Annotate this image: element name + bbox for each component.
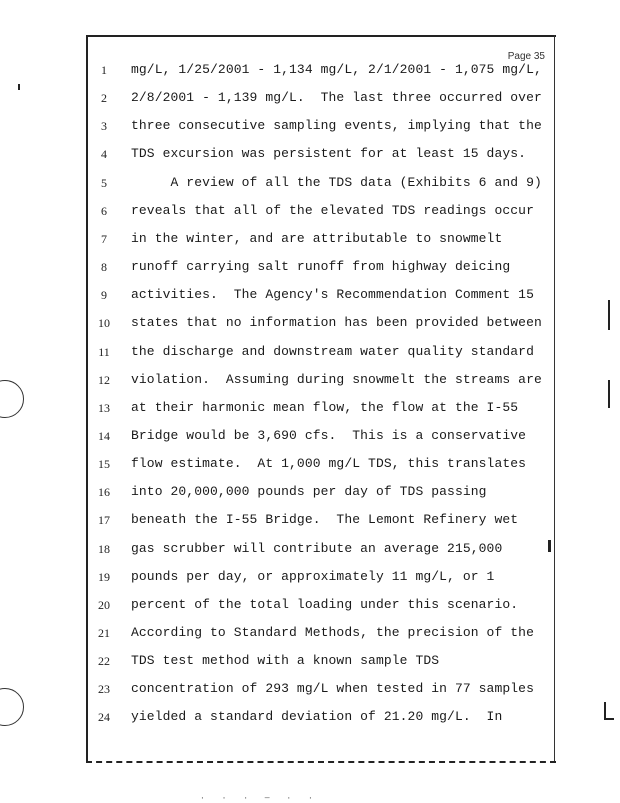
transcript-line: three consecutive sampling events, implying that the (131, 118, 542, 134)
binder-hole-icon (0, 380, 24, 418)
transcript-line: TDS excursion was persistent for at least 15 days. (131, 146, 527, 162)
transcript-line: percent of the total loading under this scenario. (131, 596, 519, 612)
line-number: 7 (101, 231, 107, 246)
line-number: 18 (98, 541, 110, 556)
scan-mark (608, 380, 610, 408)
transcript-line: the discharge and downstream water quality standard (131, 343, 534, 359)
line-number: 2 (101, 91, 107, 106)
line-number: 21 (98, 626, 110, 640)
transcript-line: mg/L, 1/25/2001 - 1,134 mg/L, 2/1/2001 - 1,075 mg/L, (131, 62, 542, 77)
transcript-line: TDS test method with a known sample TDS (131, 653, 440, 669)
transcript-line: at their harmonic mean flow, the flow at the I-55 (131, 399, 519, 415)
scan-speck (18, 84, 20, 90)
transcript-line: states that no information has been provided between (131, 315, 542, 331)
transcript-line: beneath the I-55 Bridge. The Lemont Refinery wet (131, 512, 519, 528)
line-number: 23 (98, 682, 110, 697)
line-number: 20 (98, 597, 110, 612)
transcript-line: Bridge would be 3,690 cfs. This is a conservative (131, 427, 527, 443)
line-number: 9 (101, 288, 107, 303)
line-number: 16 (98, 485, 110, 500)
line-number: 6 (101, 203, 107, 218)
line-number: 5 (101, 175, 107, 190)
line-number: 11 (98, 344, 110, 359)
transcript-line: yielded a standard deviation of 21.20 mg/L. In (131, 709, 503, 725)
page-frame-top (86, 35, 556, 37)
line-number: 1 (101, 63, 107, 77)
transcript-line: violation. Assuming during snowmelt the streams are (131, 371, 542, 387)
scan-footer-noise: · · · — · · (200, 794, 319, 803)
transcript-line: A review of all the TDS data (Exhibits 6 and 9) (131, 174, 542, 190)
transcript-line: into 20,000,000 pounds per day of TDS passing (131, 484, 487, 500)
line-number: 4 (101, 147, 107, 162)
line-number: 14 (98, 428, 110, 443)
transcript-line: According to Standard Methods, the precision of the (131, 625, 534, 640)
transcript-line: pounds per day, or approximately 11 mg/L, or 1 (131, 568, 495, 584)
scan-mark (608, 300, 610, 330)
line-number-rule (86, 35, 88, 762)
scan-mark (604, 718, 614, 720)
transcript-line: concentration of 293 mg/L when tested in 77 samples (131, 681, 534, 697)
transcript-line: gas scrubber will contribute an average 215,000 (131, 540, 503, 556)
line-number: 8 (101, 260, 107, 275)
line-number: 3 (101, 119, 107, 134)
line-number: 24 (98, 710, 110, 725)
line-number: 15 (98, 457, 110, 472)
scan-mark (548, 540, 551, 552)
transcript-line: in the winter, and are attributable to snowmelt (131, 230, 503, 246)
transcript-line: reveals that all of the elevated TDS readings occur (131, 202, 534, 218)
page-frame-bottom (86, 761, 556, 763)
line-number: 22 (98, 654, 110, 669)
line-number: 17 (98, 513, 110, 528)
page-number: Page 35 (507, 51, 545, 62)
right-margin-rule (554, 35, 555, 762)
scan-mark (604, 702, 606, 718)
line-number: 10 (98, 316, 110, 331)
transcript-line: runoff carrying salt runoff from highway deicing (131, 259, 511, 275)
line-number: 19 (98, 569, 110, 584)
transcript-line: activities. The Agency's Recommendation Comment 15 (131, 287, 534, 303)
transcript-line: 2/8/2001 - 1,139 mg/L. The last three occurred over (131, 90, 542, 106)
transcript-line: flow estimate. At 1,000 mg/L TDS, this translates (131, 456, 527, 472)
binder-hole-icon (0, 688, 24, 726)
line-number: 13 (98, 400, 110, 415)
line-number: 12 (98, 372, 110, 387)
